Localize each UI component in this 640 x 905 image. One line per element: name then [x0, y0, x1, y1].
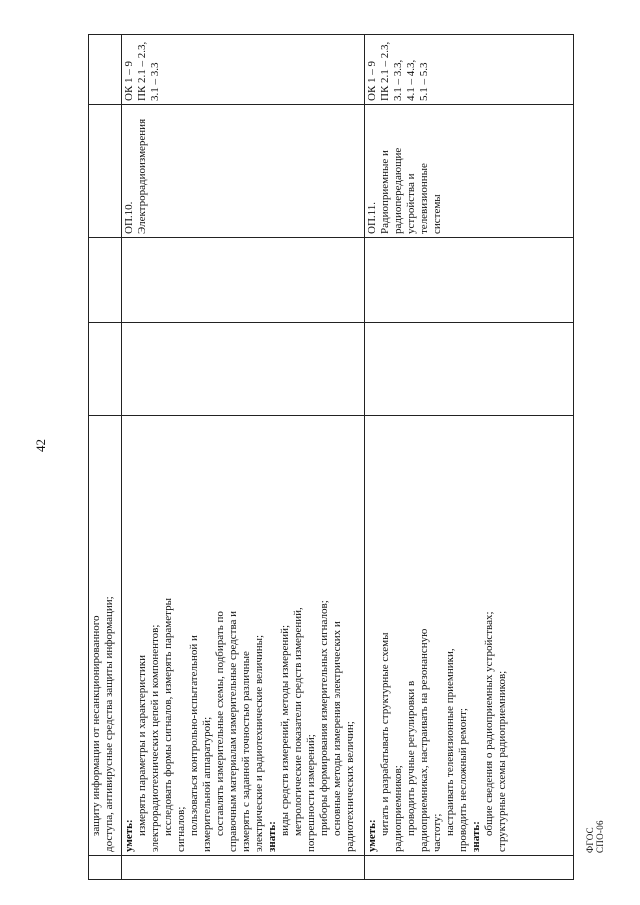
discipline-name-line: радиопередающие: [392, 147, 404, 234]
competencies-cell: [122, 35, 365, 105]
competency-line: 3.1 – 3.3: [149, 62, 161, 101]
text-line: погрешности измерений;: [305, 734, 317, 852]
competency-line: 3.1 – 3.3,: [392, 59, 404, 101]
code-cell: [122, 856, 365, 880]
discipline-cell: [122, 105, 365, 238]
text-line: защиту информации от несанкционированного: [90, 615, 102, 836]
discipline-name-line: устройства и: [405, 173, 417, 234]
discipline-code: ОП.10.: [123, 201, 135, 234]
text-line: измерять с заданной точностью различные: [240, 651, 252, 852]
text-line: измерительной аппаратурой;: [201, 716, 213, 852]
table-row: [89, 35, 122, 880]
discipline-cell: [89, 105, 122, 238]
text-line: приборы формирования измерительных сигналов;: [318, 600, 330, 836]
discipline-code: ОП.11.: [366, 202, 378, 234]
requirements-cell: [365, 416, 574, 856]
text-line: метрологические показатели средств измерений,: [292, 607, 304, 836]
text-line: измерять параметры и характеристики: [136, 655, 148, 836]
discipline-name-line: системы: [431, 194, 443, 234]
page-number: 42: [33, 439, 48, 452]
text-line: виды средств измерений, методы измерений;: [279, 624, 291, 836]
competencies-cell: [365, 35, 574, 105]
competency-line: ПК 2.1 – 2.3,: [379, 41, 391, 101]
text-line: радиоприемниках, настраивать на резонансную: [418, 628, 430, 852]
hours-cell: [365, 323, 574, 416]
text-line: проводить ручные регулировки в: [405, 680, 417, 836]
discipline-name-line: телевизионные: [418, 163, 430, 234]
hours-cell: [89, 238, 122, 323]
competency-line: ПК 2.1 – 2.3,: [136, 41, 148, 101]
text-line: исследовать формы сигналов, измерять параметры: [162, 598, 174, 836]
hours-cell: [89, 323, 122, 416]
text-line: настраивать телевизионные приемники,: [444, 648, 456, 836]
text-line: основные методы измерения электрических и: [331, 621, 343, 836]
section-label-umet: уметь:: [123, 819, 135, 852]
discipline-name: Электрорадиоизмерения: [136, 118, 148, 234]
requirements-cell: [89, 416, 122, 856]
text-line: сигналов;: [175, 806, 187, 852]
competency-line: 4.1 – 4.3,: [405, 59, 417, 101]
discipline-name-line: Радиоприемные и: [379, 150, 391, 234]
footer-standard-code: ФГОС СПО-06: [585, 820, 605, 853]
text-line: пользоваться контрольно-испытательной и: [188, 635, 200, 836]
section-label-znat: знать:: [266, 821, 278, 852]
text-line: общие сведения о радиоприемных устройствах;: [483, 611, 495, 836]
text-line: доступа, антивирусные средства защиты информации;: [103, 596, 115, 852]
code-cell: [89, 856, 122, 880]
hours-cell: [122, 323, 365, 416]
text-line: справочным материалам измерительные средства и: [227, 610, 239, 852]
requirements-cell: [122, 416, 365, 856]
text-line: структурные схемы радиоприемников;: [496, 670, 508, 852]
discipline-cell: [365, 105, 574, 238]
text-line: радиотехнических величин;: [344, 721, 356, 852]
text-line: электрические и радиотехнические величины;: [253, 634, 265, 852]
table-row: [122, 35, 365, 880]
text-line: электрорадиотехнических цепей и компонентов;: [149, 624, 161, 852]
table-row: [365, 35, 574, 880]
hours-cell: [122, 238, 365, 323]
curriculum-table-rotated: [88, 35, 568, 880]
text-line: составлять измерительные схемы, подбирать по: [214, 611, 226, 836]
text-line: частоту;: [431, 813, 443, 852]
competency-line: ОК 1 – 9: [123, 60, 135, 101]
hours-cell: [365, 238, 574, 323]
competency-line: ОК 1 – 9: [366, 60, 378, 101]
competency-line: 5.1 – 5.3: [418, 62, 430, 101]
section-label-umet: уметь:: [366, 819, 378, 852]
text-line: проводить несложный ремонт;: [457, 708, 469, 852]
competencies-cell: [89, 35, 122, 105]
text-line: радиоприемников;: [392, 765, 404, 852]
text-line: читать и разрабатывать структурные схемы: [379, 632, 391, 836]
curriculum-table: [88, 34, 574, 880]
section-label-znat: знать:: [470, 821, 482, 852]
code-cell: [365, 856, 574, 880]
